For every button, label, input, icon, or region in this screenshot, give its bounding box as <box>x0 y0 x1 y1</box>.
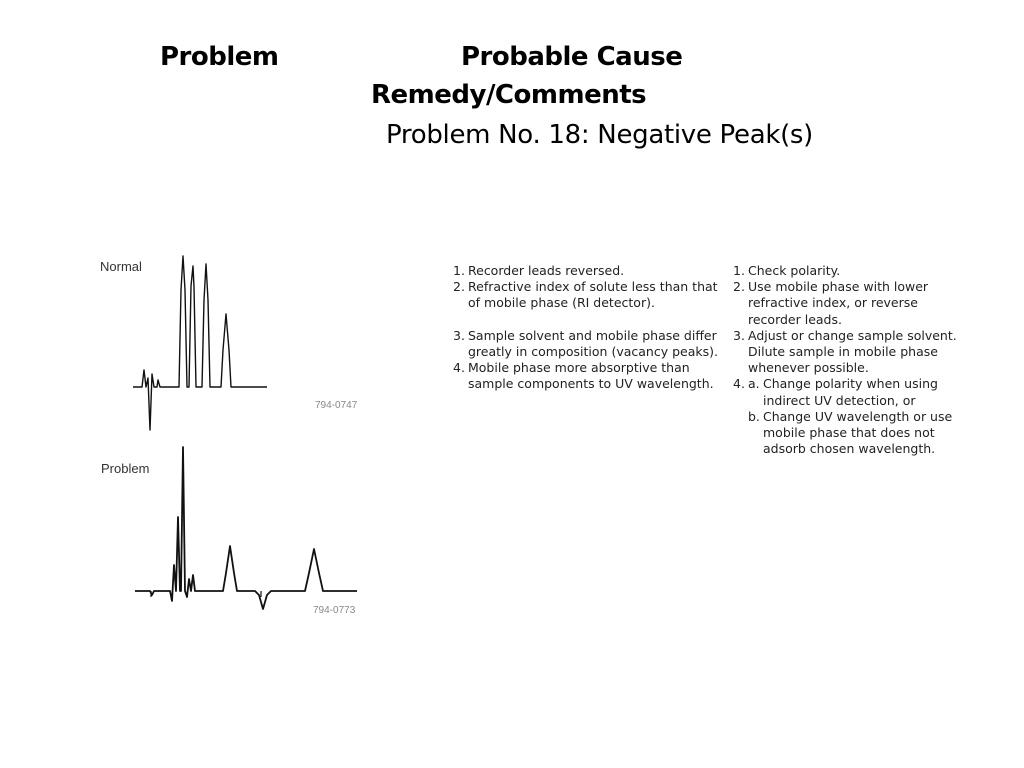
cause-item <box>453 328 733 360</box>
header-problem: Problem <box>160 42 279 72</box>
probable-causes-list <box>453 263 733 392</box>
cause-item <box>453 279 733 311</box>
cause-number: 2. <box>453 279 465 295</box>
remedy-subitem-b <box>748 409 973 458</box>
header-probable-cause: Probable Cause <box>461 42 683 72</box>
remedy-subitem-text: Change UV wavelength or use mobile phase that does not adsorb chosen wavelength. <box>763 408 953 457</box>
cause-text: Mobile phase more absorptive than sample components to UV wavelength. <box>468 360 714 392</box>
normal-label: Normal <box>100 259 142 274</box>
problem-figure-code: 794-0773 <box>313 605 356 616</box>
normal-chromatogram <box>95 250 365 435</box>
remedy-number: 2. <box>733 279 745 295</box>
remedy-subitem-text: Change polarity when using indirect UV detection, or <box>763 376 938 408</box>
remedy-number: 3. <box>733 327 745 343</box>
remedy-text: Adjust or change sample solvent. Dilute sample in mobile phase whenever possible. <box>748 327 957 376</box>
remedy-item <box>733 279 973 328</box>
remedy-subitem-label: b. <box>748 408 760 424</box>
list-spacer <box>453 312 733 328</box>
problem-trace <box>135 447 357 609</box>
normal-trace <box>133 256 267 430</box>
remedy-item <box>733 328 973 377</box>
header-remedy-comments: Remedy/Comments <box>371 80 647 110</box>
cause-number: 3. <box>453 327 465 343</box>
remedy-number: 1. <box>733 263 745 278</box>
remedies-list <box>733 263 973 457</box>
remedy-item <box>733 409 973 458</box>
remedy-item <box>733 263 973 279</box>
problem-chromatogram <box>95 445 365 616</box>
cause-item <box>453 360 733 392</box>
normal-figure-code: 794-0747 <box>315 400 358 411</box>
cause-item <box>453 263 733 279</box>
cause-number: 4. <box>453 360 465 376</box>
remedy-subitem-label: a. <box>748 376 760 392</box>
remedy-subitem-a <box>748 376 973 408</box>
cause-text: Recorder leads reversed. <box>468 263 625 278</box>
remedy-text: Check polarity. <box>748 263 841 278</box>
remedy-text: Use mobile phase with lower refractive index, or reverse recorder leads. <box>748 279 929 327</box>
cause-text: Sample solvent and mobile phase differ greatly in composition (vacancy peaks). <box>468 327 718 359</box>
cause-number: 1. <box>453 263 465 278</box>
remedy-number: 4. <box>733 376 745 392</box>
cause-text: Refractive index of solute less than that of mobile phase (RI detector). <box>468 279 718 311</box>
problem-label: Problem <box>101 461 150 476</box>
problem-baseline-ticks <box>151 591 261 597</box>
problem-title: Problem No. 18: Negative Peak(s) <box>386 120 814 150</box>
remedy-item <box>733 376 973 408</box>
